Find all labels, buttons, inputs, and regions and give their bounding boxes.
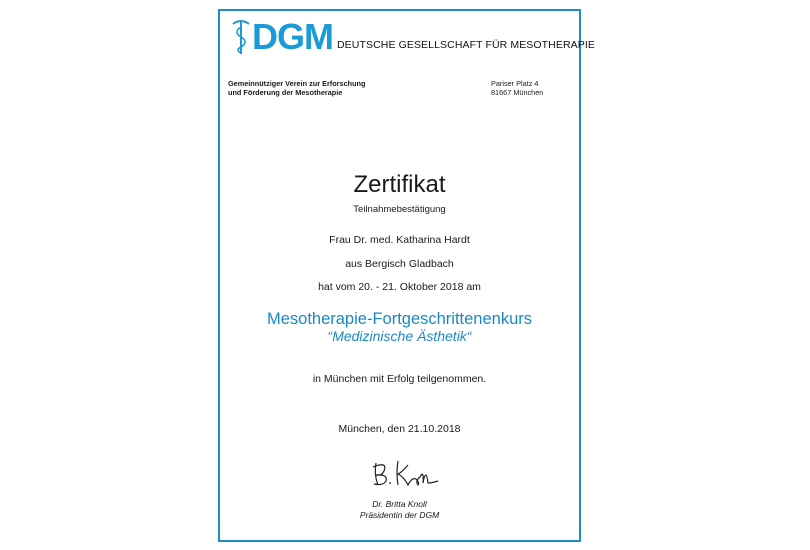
dgm-logo xyxy=(230,16,595,57)
organization-description-line: Gemeinnütziger Verein zur Erforschung xyxy=(228,79,366,88)
recipient-origin: aus Bergisch Gladbach xyxy=(345,258,454,270)
signer-block xyxy=(220,499,579,521)
organization-address xyxy=(491,79,543,97)
organization-description-line: und Förderung der Mesotherapie xyxy=(228,88,343,97)
address-city: 81667 München xyxy=(491,88,544,97)
organization-description xyxy=(228,79,365,97)
signer-name: Dr. Britta Knoll xyxy=(372,499,427,509)
logo-brand: DGM xyxy=(252,16,333,57)
address-street: Pariser Platz 4 xyxy=(491,79,539,88)
certificate-title: Zertifikat xyxy=(353,171,446,198)
place-and-date: München, den 21.10.2018 xyxy=(338,423,461,435)
course-subtitle: “Medizinische Ästhetik“ xyxy=(327,328,472,344)
certificate-subtitle: Teilnahmebestätigung xyxy=(353,204,446,215)
course-dates: hat vom 20. - 21. Oktober 2018 am xyxy=(318,281,481,293)
recipient-name: Frau Dr. med. Katharina Hardt xyxy=(329,234,470,246)
signature xyxy=(368,459,448,494)
signer-role: Präsidentin der DGM xyxy=(359,510,440,520)
course-title: Mesotherapie-Fortgeschrittenenkurs xyxy=(266,310,533,328)
certificate-document xyxy=(218,9,595,542)
completion-statement: in München mit Erfolg teilgenommen. xyxy=(312,373,487,385)
caduceus-icon xyxy=(230,19,252,55)
logo-full-name: DEUTSCHE GESELLSCHAFT FÜR MESOTHERAPIE xyxy=(337,39,595,51)
